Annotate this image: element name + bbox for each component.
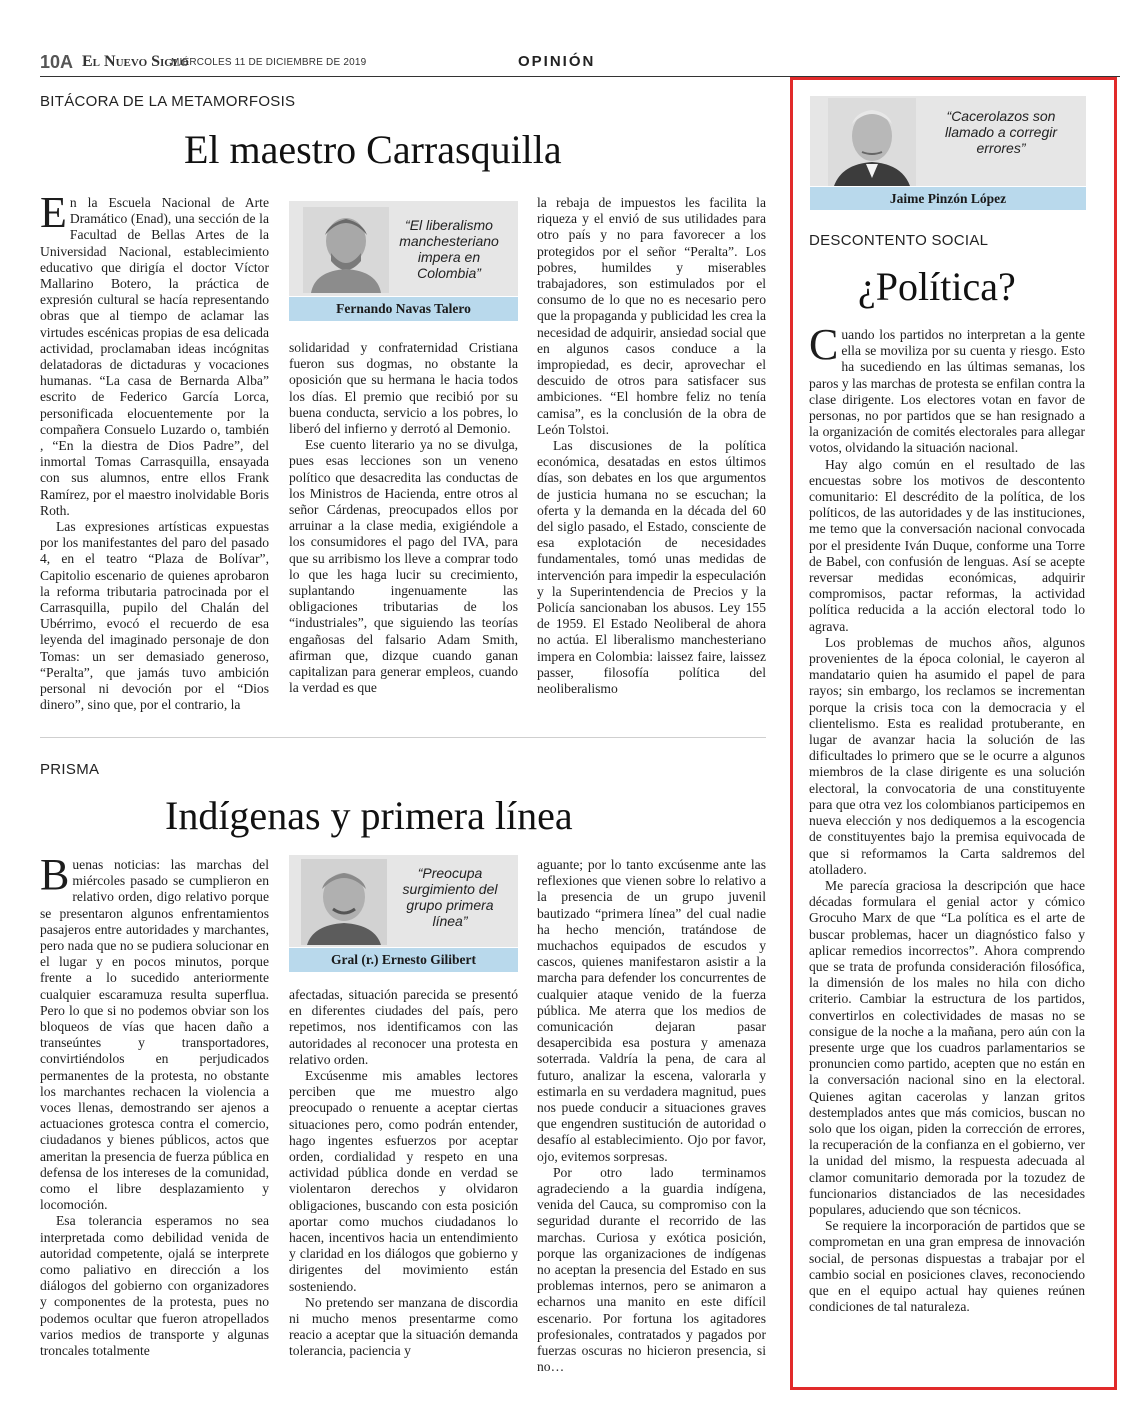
page-number: 10A [40, 52, 74, 72]
article1-column-2 [289, 340, 518, 710]
article3-paragraph: Se requiere la incorporación de partidos que se comprometan en una gran empresa de innovación social, de personas dispuestas a trabajar por el cambio social en posiciones claves, reconociendo que en el equipo actual hay quienes reúnen condiciones de tal naturaleza. [809, 1218, 1085, 1315]
article1-paragraph: Ese cuento literario ya no se divulga, pues esas lecciones son un veneno político que desacredita las conductas de los Ministros de Hacienda, entre otros al señor Cárdenas, preocupados ellos por arruinar a la clase media, exigiéndole a los consumidores el pago del IVA, para que su arribismo los lleve a comprar todo lo que les haga lucir su crecimiento, suplantando ingenuamente las obligaciones tributarias de los “industriales”, que siguiendo las teorías engañosas del falsario Adam Smith, afirman que, dizque cuando ganan capitalizan para generar empleos, cuando la verdad es que [289, 437, 518, 696]
article2-author-box [289, 855, 518, 973]
article1-author-quote: “El liberalismo manchesteriano impera en Colombia” [399, 217, 499, 281]
article1-author-box [289, 201, 518, 322]
article3-paragraph: Cuando los partidos no interpretan a la gente ella se moviliza por su cuenta y riesgo. Esto ha sucediendo en las últimas semanas, los paros y las marchas de protesta se enfilan contra la clase dirigente. Los electores votan en favor de personas, no por partidos que se han resignado a la organización de comités electorales para allegar votos, olvidando la situación nacional. [809, 320, 1085, 456]
section-name: OPINIÓN [518, 53, 596, 70]
masthead [40, 52, 780, 76]
article1-paragraph: En la Escuela Nacional de Arte Dramático (Enad), una sección de la Facultad de Bellas Artes de la Universidad Nacional, establecimiento educativo que dirigía el doctor Víctor Mallarino Botero, la práctica de expresión cultural se hacía representando obras que al tiempo de aclamar las virtudes escénicas propias de esa delicada actividad, proclamaban ideas incógnitas delatadoras de dictaduras y vocaciones humanas. “La casa de Bernarda Alba” escrito de Federico García Lorca, personificada elocuentemente por la compañera Consuelo Luzardo o, también , “En la diestra de Dios Padre”, del inmortal Tomas Carrasquilla, ensayada con sus alumnos, entre ellos Frank Ramírez, por el maestro inolvidable Boris Roth. [40, 188, 269, 518]
article3-dropcap: C [809, 320, 839, 369]
article-divider [40, 737, 766, 738]
article1-column-1 [40, 188, 269, 713]
article2-paragraph: Por otro lado terminamos agradeciendo a la guardia indígena, venida del Cauca, su compromiso con la seguridad durante el recorrido de las marchas. Curiosa y exótica posición, porque las organizaciones de indígenas no aceptan la presencia del Estado en sus problemas internos, pero se animaron a echarnos una manito en este difícil escenario. Por fortuna los agitadores profesionales, contratados y pagados por fuerzas oscuras no hicieron presencia, si no… [537, 1164, 766, 1375]
article1-title: El maestro Carrasquilla [184, 127, 562, 172]
article3-column [809, 320, 1085, 1367]
article2-paragraph: afectadas, situación parecida se presentó en diferentes ciudades del país, pero repetimos, nos identificamos con las autoridades al reconocer una protesta en relativo orden. [289, 987, 518, 1067]
article1-author-name: Fernando Navas Talero [289, 297, 518, 321]
article3-author-quote: “Cacerolazos son llamado a corregir errores” [944, 108, 1058, 156]
article2-paragraph: aguante; por lo tanto excúsenme ante las reflexiones que vienen sobre lo relativo a la presencia de un grupo juvenil bautizado “primera línea” del cual nadie ha hecho mención, tratándose de muchachos equipados de escudos y cascos, quienes manifestaron asistir a la marcha para defender los concurrentes de cualquier ataque venido de la fuerza pública. Me aterra que los medios de comunicación dejaran pasar desapercibida esa postura y amenaza soterrada. Valdría la pena, de cara al futuro, analizar la escena, valorarla y estimarla en su verdadera magnitud, pues nos puede conducir a situaciones graves que engendren sustitución de autoridad o desafío al establecimiento. Ojo por favor, ojo, evitemos sorpresas. [537, 857, 766, 1164]
newspaper-name: El Nuevo Siglo [82, 53, 189, 70]
article3-paragraph: Hay algo común en el resultado de las encuestas sobre los motivos de descontento comunitario: El descrédito de la política, de los políticos, de las autoridades y de las instituciones, me temo que la conversación nacional convocada por el presidente Iván Duque, conforme una Torre de Babel, con confusión de lenguas. Así se acepte reversar medidas económicas, adquirir compromisos, pactar reformas, la actividad política reducida a la acción electoral todo lo agrava. [809, 456, 1085, 634]
article3-paragraph: Los problemas de muchos años, algunos provenientes de la época colonial, le cayeron al mandatario quien ha asumido el papel de para rayos; sin embargo, los reclamos se incrementan porque la crisis toca con la democracia y el clientelismo. Esta es realidad protuberante, en lugar de avanzar hacia la solución de las dificultades lo primero que se le ocurre a algunos miembros de la clase dirigente es una solución electoral, la convocatoria de una constituyente para que otra vez los colombianos participemos en nueva elección y nos dediquemos a la escogencia de constituyentes bajo la premisa equivocada de que si reformamos la Carta saldremos del atolladero. [809, 634, 1085, 877]
article2-author-quote: “Preocupa surgimiento del grupo primera línea” [402, 865, 498, 929]
article3-author-name: Jaime Pinzón López [810, 187, 1086, 210]
article1-paragraph: la rebaja de impuestos les facilita la riqueza y el envió de sus utilidades para otro país y no para favorecer a los protegidos por el señor “Peralta”. Los pobres, humildes y miserables trabajadores, son estimulados por el consumo de lo que no es necesario pero que la propaganda y publicidad les crea la necesidad de adquirir, ansiedad social que en algunos casos conduce a la impropiedad, es decir, aprovechar el descuido de otros para satisfacer sus ambiciones. “El hombre feliz no tenía camisa”, es la conclusión de la obra de León Tolstoi. [537, 195, 766, 437]
article2-kicker: PRISMA [40, 761, 100, 778]
article2-column-1 [40, 850, 269, 1359]
article2-paragraph: No pretendo ser manzana de discordia ni mucho menos presentarme como reacio a aceptar que la situación demanda tolerancia, paciencia y [289, 1294, 518, 1359]
article3-author-box [810, 96, 1086, 211]
author-portrait-gilibert [301, 859, 387, 945]
article2-dropcap: B [40, 850, 70, 899]
article3-paragraph: Me parecía graciosa la descripción que hace décadas formulara el genial actor y cómico Grocuho Marx de que “La política es el arte de buscar problemas, hacer un diagnóstico falso y aplicar remedios incorrectos”. Ahora comprendo que se trata de profunda consideración filosófica, la dimensión de los males no hila con dicho criterio. Cambiar la estructura de los partidos, convertirlos en colectividades de masas no se consigue de la noche a la mañana, pero aún con la presente urge que los cuadros parlamentarios se pronuncien como partido, acepten que no están en la conversación nacional sino en la electoral. Quienes agitan cacerolas y lanzan gritos destemplados antes que más comicios, buscan no solo que los oigan, piden la corrección de errores, la recuperación de la confianza en el gobierno, ver la unidad del mismo, la respuesta adecuada al clamor comunitario demorada por la tozudez de funcionarios distanciados de las necesidades populares, aduciendo que son técnicos. [809, 877, 1085, 1217]
issue-date: MIÉRCOLES 11 DE DICIEMBRE DE 2019 [171, 57, 367, 68]
article1-paragraph: solidaridad y confraternidad Cristiana fueron sus dogmas, no obstante la oposición que su hermana le hacia todos los días. El premio que recibió por su buena conducta, servicio a los pobres, lo liberó del infierno y derrotó al Demonio. [289, 340, 518, 437]
article1-dropcap: E [40, 188, 67, 237]
article1-paragraph: Las expresiones artísticas expuestas por los manifestantes del paro del pasado 4, en el teatro “Plaza de Bolívar”, Capitolio escenario de quienes aprobaron la reforma tributaria patrocinada por el Carrasquilla, pupilo del Chalán del Ubérrimo, evocó el recuerdo de esa leyenda del imaginado personaje de don Tomas: un ser demasiado generoso, “Peralta”, que jamás tuvo ambición personal ni devoción por el “Dios dinero”, sino que, por el contrario, la [40, 519, 269, 713]
article1-paragraph: Las discusiones de la política económica, desatadas en estos últimos días, son debates en los que argumentos de justicia humana no se escuchan; la oferta y la demanda en la década del 60 del siglo pasado, el Estado, consciente de esa explotación de necesidades fundamentales, tomó unas medidas de intervención para impedir la especulación y la Superintendencia de Precios y la Policía sancionaban los abusos. Ley 155 de 1959. El Estado Neoliberal de ahora no actúa. El liberalismo manchesteriano impera en Colombia: laissez faire, laissez passer, filosofía política del neoliberalismo [537, 438, 766, 697]
article2-paragraph: Esa tolerancia esperamos no sea interpretada como debilidad venida de autoridad competente, ojalá se interprete como paliativo en dirección a los diálogos del gobierno con organizadores y componentes de la protesta, pues no podemos ocultar que fueron atropellados varios medios de transporte y algunas troncales totalmente [40, 1213, 269, 1359]
article3-title: ¿Política? [858, 264, 1016, 309]
article2-column-2 [289, 987, 518, 1359]
article3-kicker: DESCONTENTO SOCIAL [809, 232, 989, 249]
author-portrait-navas [303, 207, 389, 293]
article1-column-3 [537, 195, 766, 710]
article1-kicker: BITÁCORA DE LA METAMORFOSIS [40, 93, 296, 110]
author-portrait-pinzon [828, 98, 916, 186]
article2-column-3 [537, 857, 766, 1375]
article2-paragraph: Buenas noticias: las marchas del miércoles pasado se cumplieron en relativo orden, digo relativo porque se presentaron algunos enfrentamientos pasajeros entre autoridades y marchantes, pero nada que no se pudiera solucionar en el lugar y en pocos minutos, porque frente a lo sucedido anteriormente cualquier escaramuza resulta superflua. Pero lo que si no podemos obviar son los bloqueos de vías que hacen daño a transeúntes y transportadores, convirtiéndolos en perjudicados permanentes de la protesta, no obstante los marchantes rechacen la violencia a voces llenas, demostrando ser ajenos a actuaciones grotesca contra el comercio, ciudadanos y bienes públicos, actos que ameritan la presencia de fuerza pública en defensa de los intereses de la comunidad, como el libre desplazamiento y locomoción. [40, 850, 269, 1213]
article2-author-name: Gral (r.) Ernesto Gilibert [289, 948, 518, 972]
article2-paragraph: Excúsenme mis amables lectores perciben que me muestro algo preocupado o renuente a aceptar ciertas situaciones pero, como podrán entender, hago ingentes esfuerzos por aceptar orden, cordialidad y respeto en una actividad pública donde en verdad se violentaron derechos y olvidaron obligaciones, buscando con esta posición aportar como muchos ciudadanos lo hacen, incentivos hacia un entendimiento y claridad en los diálogos que gobierno y dirigentes del movimiento están sosteniendo. [289, 1068, 518, 1294]
article2-title: Indígenas y primera línea [165, 793, 573, 838]
